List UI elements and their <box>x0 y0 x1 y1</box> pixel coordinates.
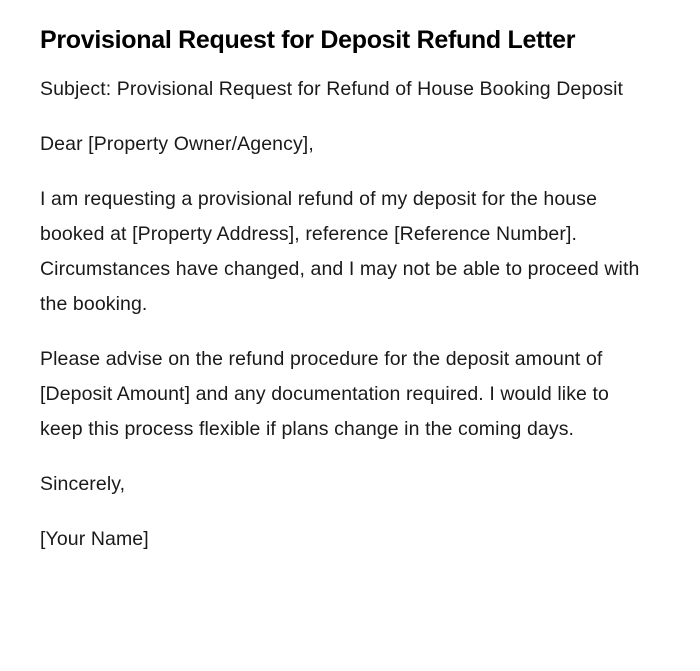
letter-body-paragraph-2: Please advise on the refund procedure for the deposit amount of [Deposit Amount] and any documentation required. I would like to keep this process flexible if plans change in the coming days. <box>40 348 609 440</box>
letter-document <box>40 22 640 577</box>
letter-body-paragraph-1: I am requesting a provisional refund of my deposit for the house booked at [Property Address], reference [Reference Number]. Circumstances have changed, and I may not be able to proceed with the booking. <box>40 188 640 315</box>
letter-signature: [Your Name] <box>40 528 149 550</box>
letter-subject: Subject: Provisional Request for Refund of House Booking Deposit <box>40 78 624 100</box>
letter-salutation: Dear [Property Owner/Agency], <box>40 133 314 155</box>
letter-title: Provisional Request for Deposit Refund Letter <box>40 26 576 54</box>
letter-closing: Sincerely, <box>40 473 126 495</box>
